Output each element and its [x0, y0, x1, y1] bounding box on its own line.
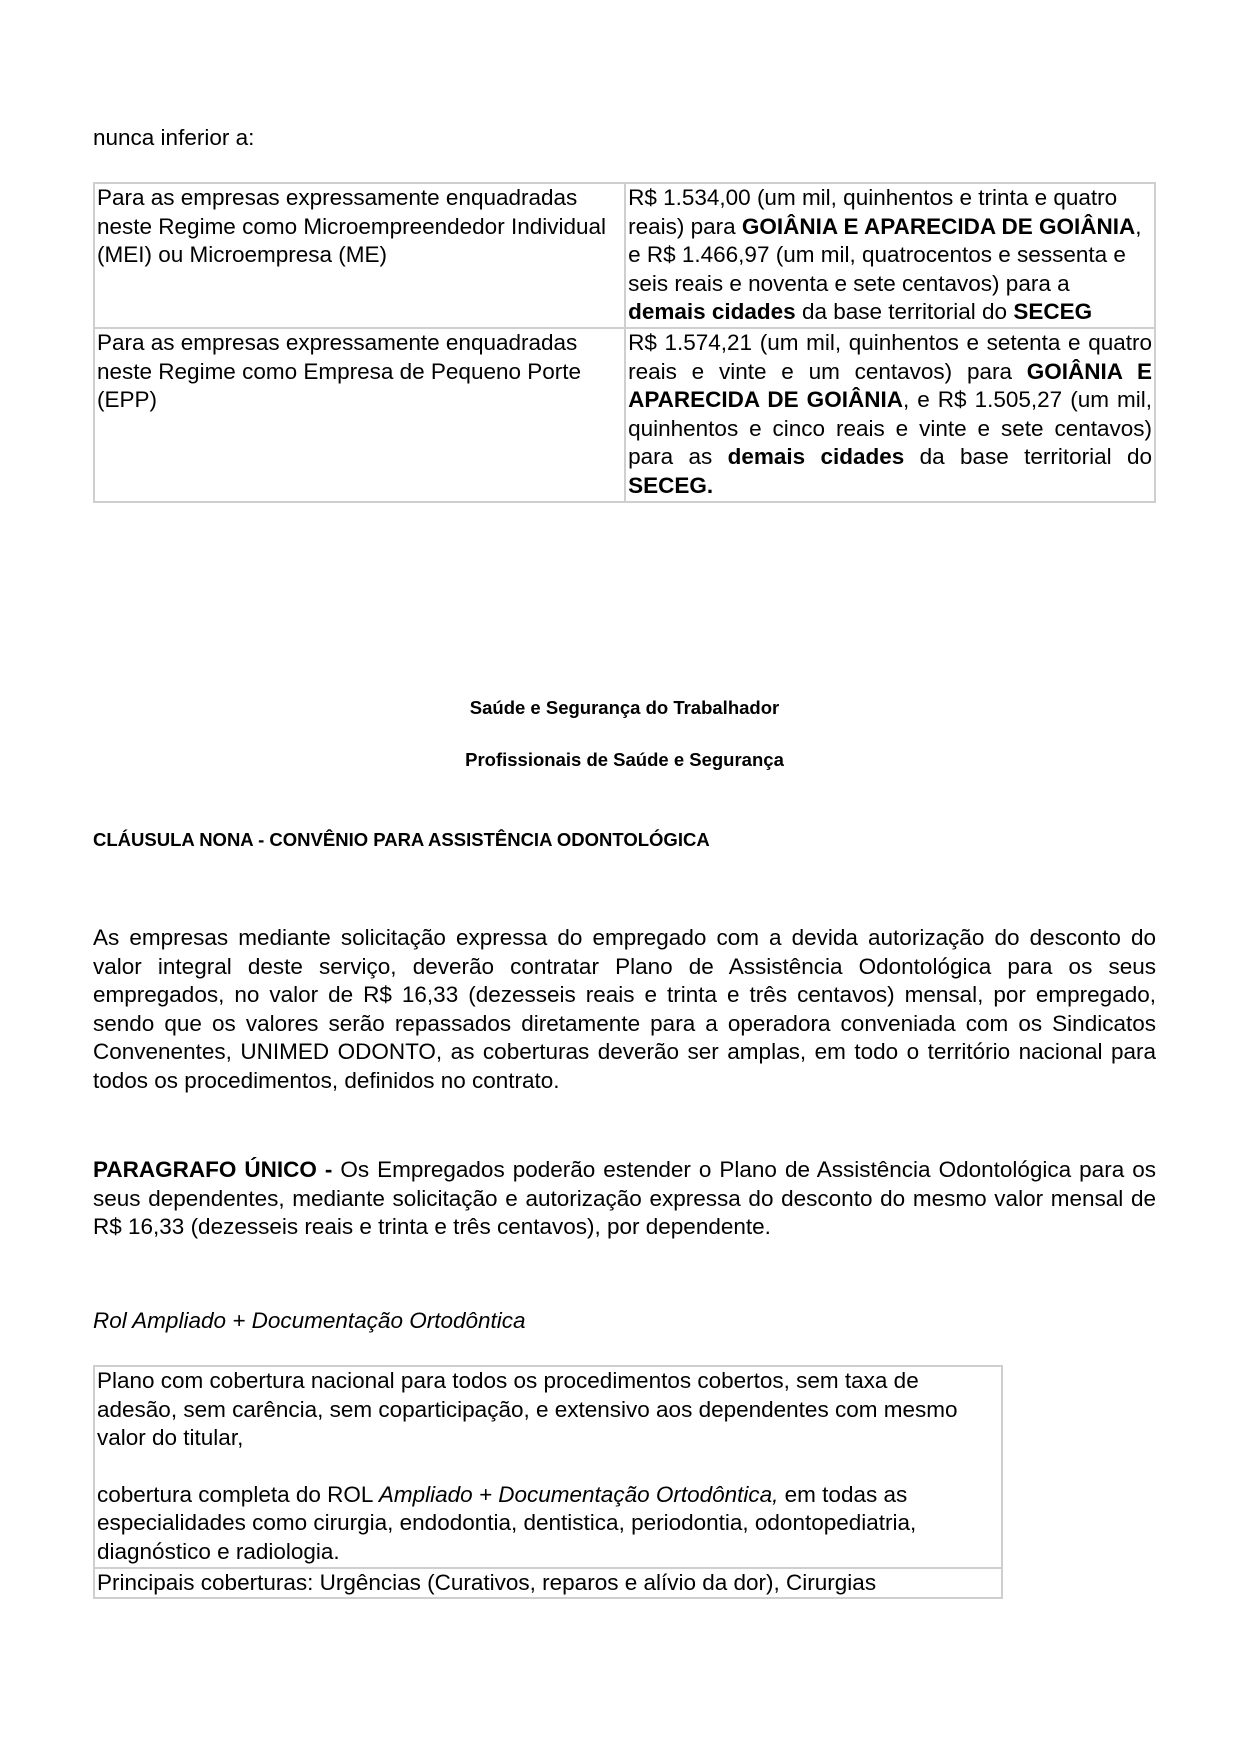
other-cities: demais cidades: [628, 299, 796, 325]
intro-text: nunca inferior a:: [93, 125, 255, 150]
coverage-details: [97, 1481, 999, 1567]
value-text: , e R$ 1.505,27 (um mil, quinhentos e cinco reais e vinte e sete centavos) para as: [628, 387, 1153, 470]
union-name: SECEG.: [628, 472, 714, 498]
table-cell-category: Para as empresas expressamente enquadradas neste Regime como Empresa de Pequeno Porte (EPP): [94, 328, 625, 502]
other-cities: demais cidades: [727, 444, 905, 470]
table-row: [94, 1366, 1002, 1568]
section-title: Saúde e Segurança do Trabalhador: [469, 697, 780, 718]
plan-title: Rol Ampliado + Documentação Ortodôntica: [93, 1308, 526, 1333]
coverage-description: Plano com cobertura nacional para todos os procedimentos cobertos, sem taxa de adesão, sem carência, sem coparticipação, e extensivo aos dependentes com mesmo valor do titular,: [97, 1368, 958, 1451]
table-row: [94, 328, 1155, 502]
coverage-cell: Principais coberturas: Urgências (Curativos, reparos e alívio da dor), Cirurgias: [94, 1568, 1002, 1599]
table-cell-value: [625, 328, 1155, 502]
paragraph-main: As empresas mediante solicitação expressa do empregado com a devida autorização do desconto do valor integral deste serviço, deverão contratar Plano de Assistência Odontológica para os seus empregados, no valor de R$ 16,33 (dezesseis reais e trinta e três centavos) mensal, por empregado, sendo que os valores serão repassados diretamente para a operadora conveniada com os Sindicatos Convenentes, UNIMED ODONTO, as coberturas deverão ser amplas, em todo o território nacional para todos os procedimentos, definidos no contrato.: [93, 925, 1156, 1093]
paragraph-label: PARAGRAFO ÚNICO -: [93, 1157, 341, 1182]
clause-title: CLÁUSULA NONA - CONVÊNIO PARA ASSISTÊNCIA ODONTOLÓGICA: [93, 829, 710, 850]
value-text: R$ 1.534,00 (um mil, quinhentos e trinta e quatro reais) para: [628, 185, 1118, 239]
coverage-plan-name: Ampliado + Documentação Ortodôntica,: [378, 1481, 779, 1507]
value-text: R$ 1.574,21 (um mil, quinhentos e setenta e quatro reais e vinte e um centavos) para: [628, 329, 1152, 384]
table-cell-value: [625, 183, 1155, 328]
spacer: [97, 1453, 999, 1481]
coverage-cell: [94, 1366, 1002, 1568]
coverage-text: cobertura completa do ROL: [97, 1481, 379, 1507]
coverage-text: em todas as especialidades como cirurgia, endodontia, dentistica, periodontia, odontopediatria, diagnóstico e radiologia.: [97, 1481, 917, 1564]
table-row: [94, 1568, 1002, 1599]
paragraph-unico: [93, 1156, 1156, 1242]
table-cell-category: Para as empresas expressamente enquadradas neste Regime como Microempreendedor Individual (MEI) ou Microempresa (ME): [94, 183, 625, 328]
table-row: [94, 183, 1155, 328]
coverage-table: [93, 1365, 1003, 1599]
paragraph-text: Os Empregados poderão estender o Plano de Assistência Odontológica para os seus dependentes, mediante solicitação e autorização expressa do desconto do mesmo valor mensal de R$ 16,33 (dezesseis reais e trinta e três centavos), por dependente.: [93, 1157, 1156, 1240]
city-name: GOIÂNIA E APARECIDA DE GOIÂNIA: [741, 213, 1136, 239]
salary-table: [93, 182, 1156, 503]
value-text: , e R$ 1.466,97 (um mil, quatrocentos e sessenta e seis reais e noventa e sete centavos) para a: [628, 213, 1142, 296]
value-text: da base territorial do: [904, 444, 1152, 470]
value-text: da base territorial do: [795, 299, 1014, 325]
city-name: GOIÂNIA E APARECIDA DE GOIÂNIA: [628, 358, 1152, 413]
union-name: SECEG: [1013, 299, 1093, 325]
section-subtitle: Profissionais de Saúde e Segurança: [465, 749, 784, 770]
